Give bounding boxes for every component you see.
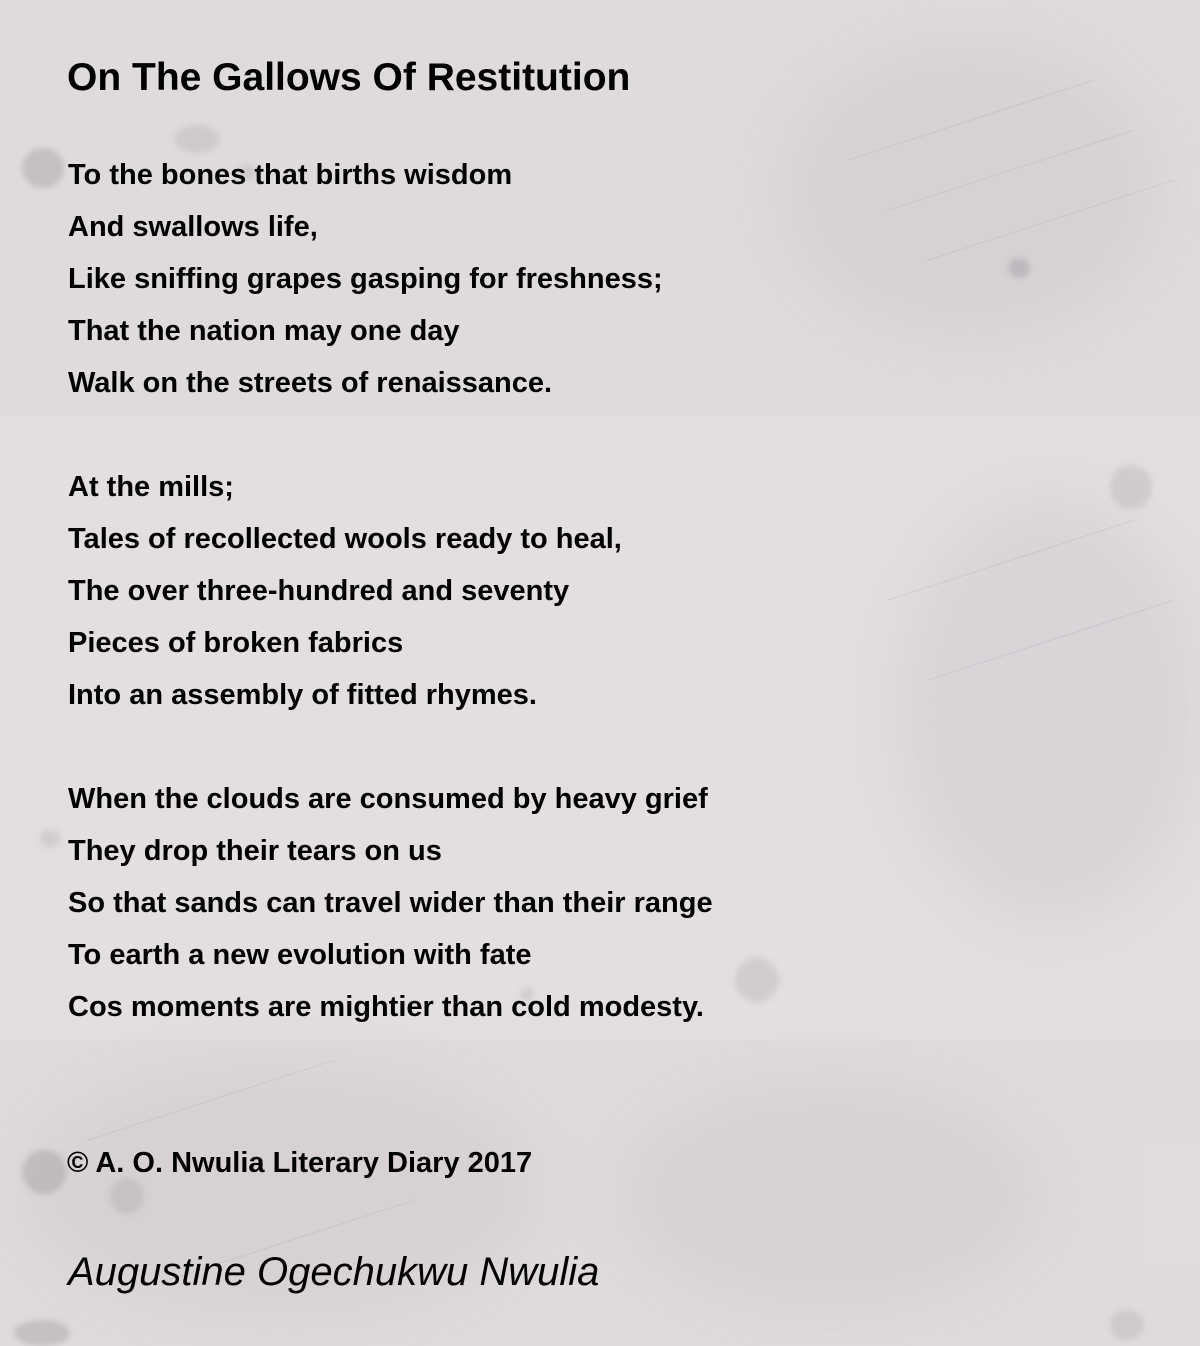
poem-line: They drop their tears on us bbox=[68, 835, 442, 867]
poem-line: At the mills; bbox=[68, 471, 234, 503]
poem-line: Into an assembly of fitted rhymes. bbox=[68, 679, 537, 711]
stanza-2 bbox=[68, 461, 1168, 721]
poem-line: That the nation may one day bbox=[68, 315, 460, 347]
poem-line: Like sniffing grapes gasping for freshness; bbox=[68, 263, 663, 295]
poem-title: On The Gallows Of Restitution bbox=[67, 56, 631, 99]
poem-line: So that sands can travel wider than their range bbox=[68, 887, 713, 919]
author-name: Augustine Ogechukwu Nwulia bbox=[68, 1250, 600, 1294]
copyright-notice: © A. O. Nwulia Literary Diary 2017 bbox=[67, 1147, 533, 1179]
poem-line: Pieces of broken fabrics bbox=[68, 627, 404, 659]
poem-line: And swallows life, bbox=[68, 211, 318, 243]
stanza-1 bbox=[68, 149, 1168, 409]
poem-line: To the bones that births wisdom bbox=[68, 159, 513, 191]
poem-line: Cos moments are mightier than cold modesty. bbox=[68, 991, 704, 1023]
poem-line: The over three-hundred and seventy bbox=[68, 575, 570, 607]
poem-line: Tales of recollected wools ready to heal, bbox=[68, 523, 622, 555]
poem-line: When the clouds are consumed by heavy grief bbox=[68, 783, 708, 815]
stanza-3 bbox=[68, 773, 1168, 1033]
poem-line: To earth a new evolution with fate bbox=[68, 939, 532, 971]
poem-line: Walk on the streets of renaissance. bbox=[68, 367, 553, 399]
